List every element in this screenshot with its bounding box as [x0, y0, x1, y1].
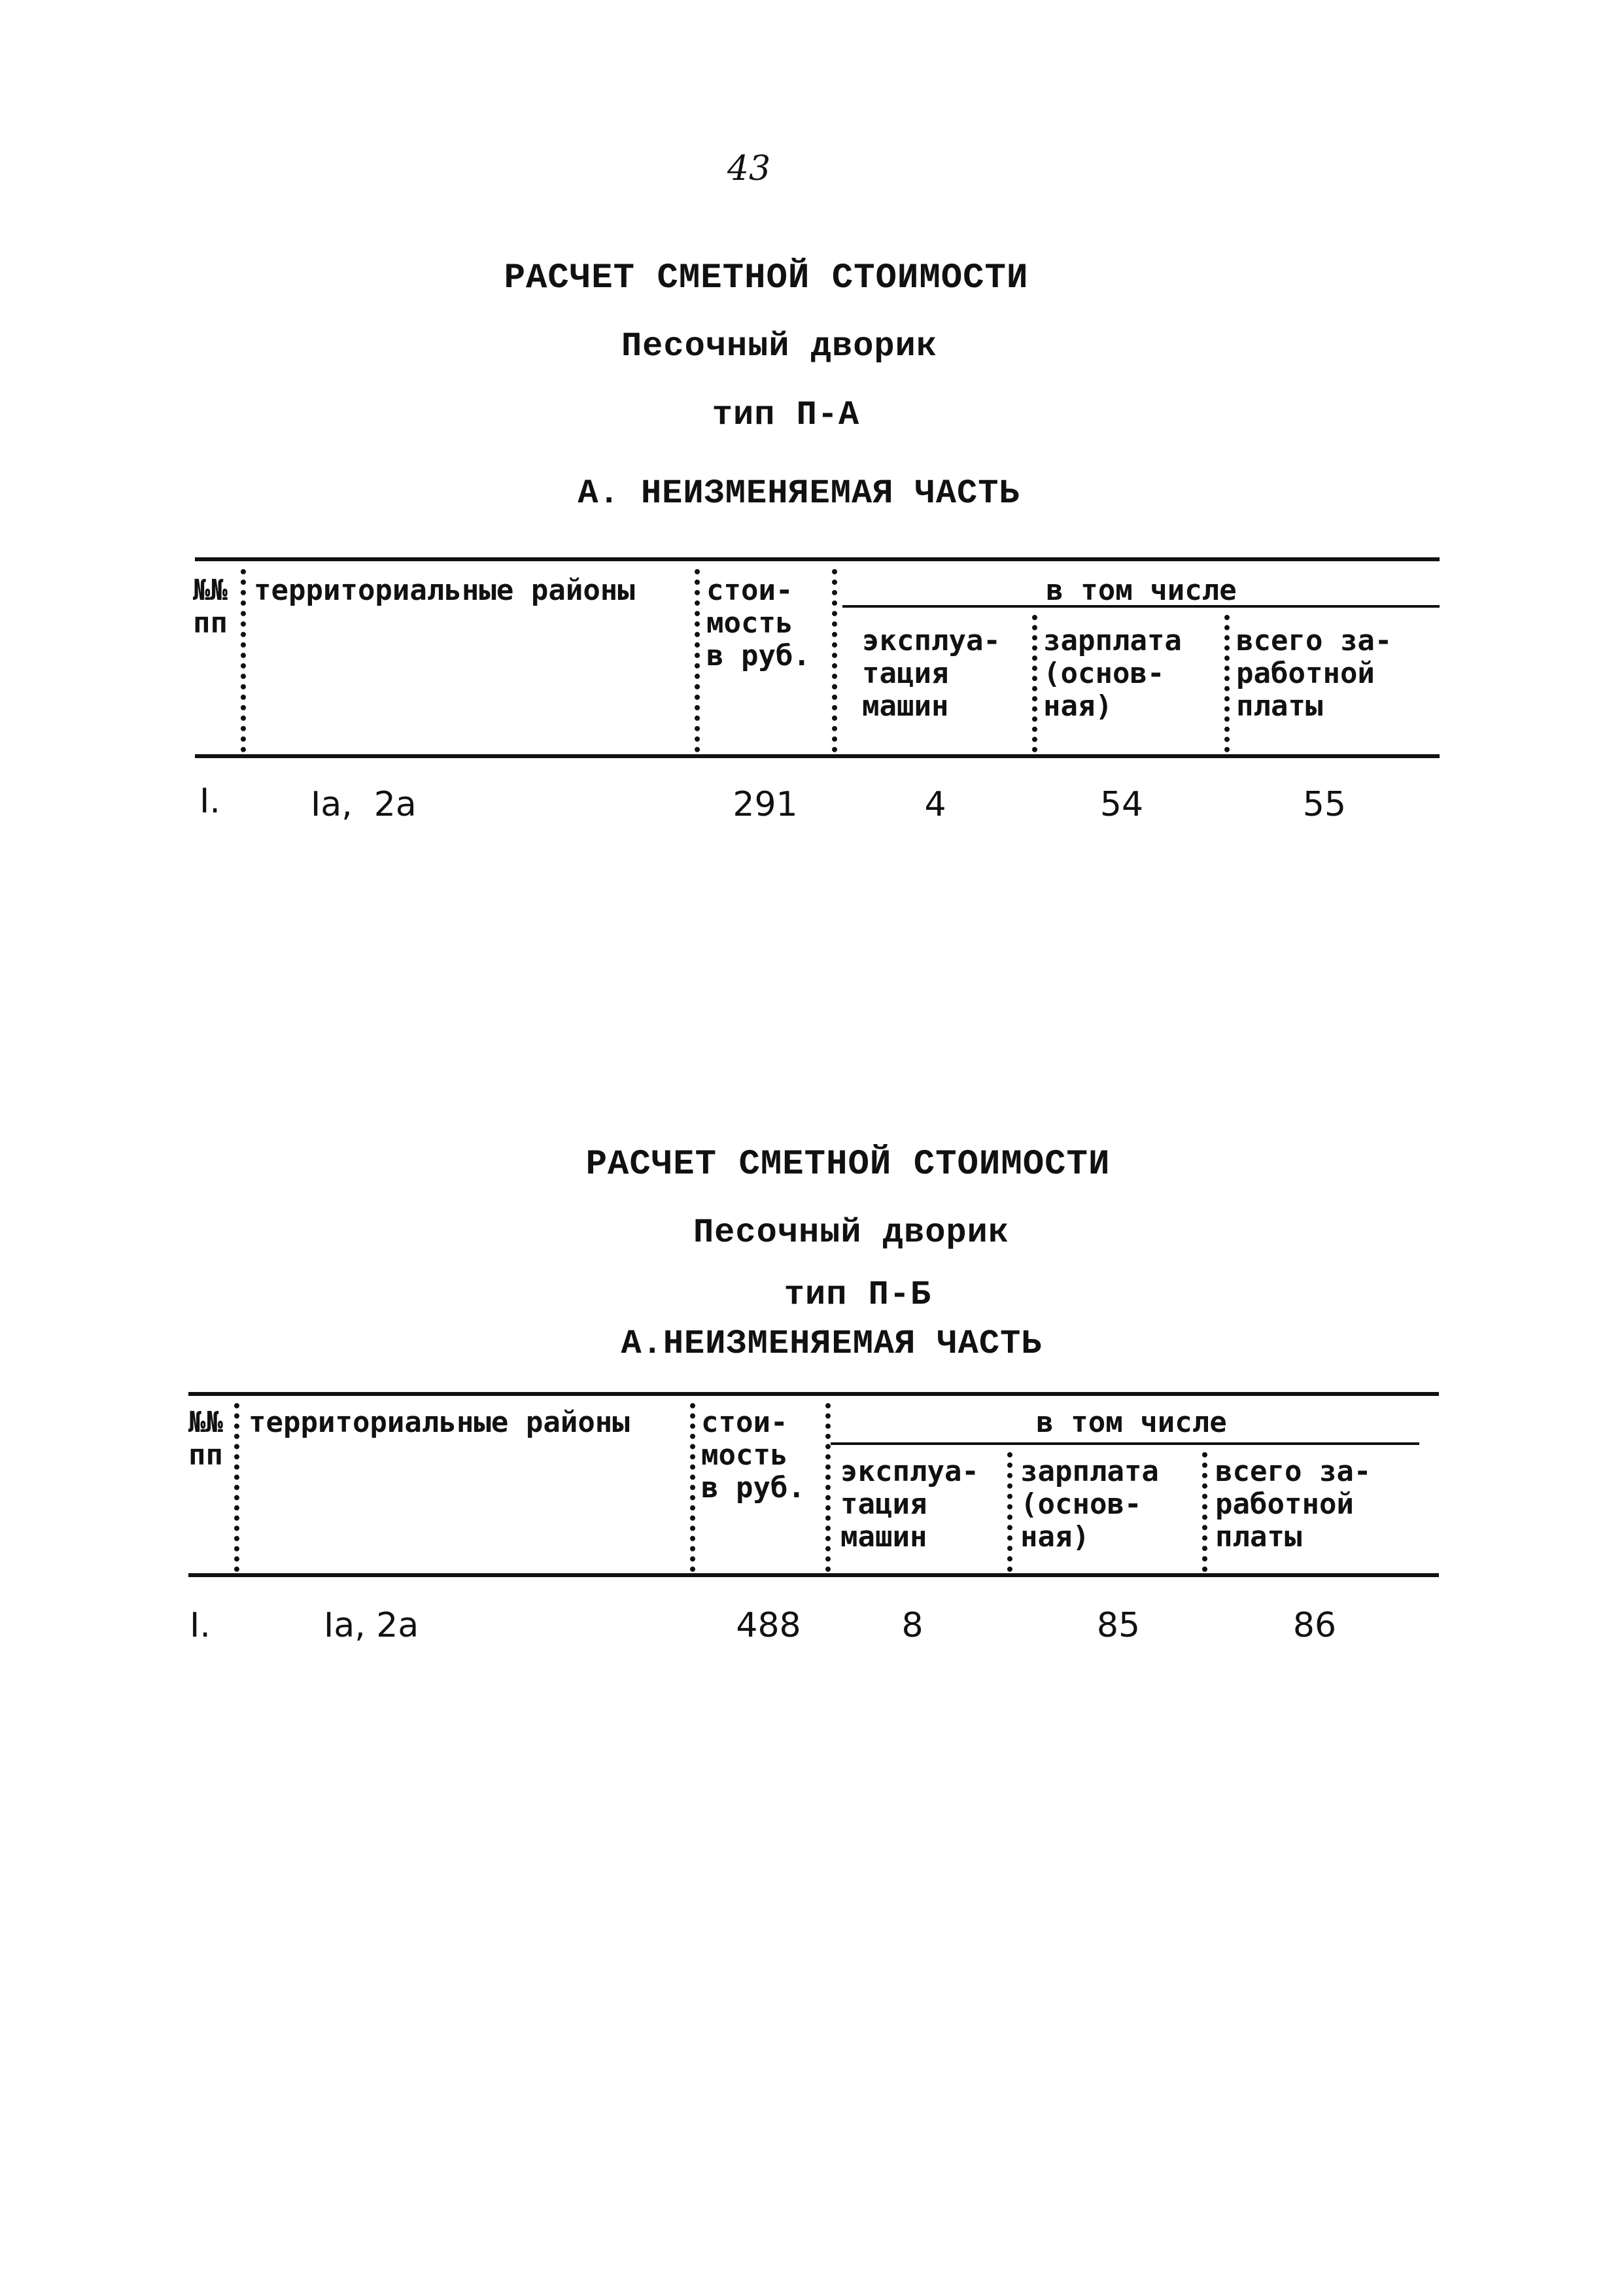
- page-number: 43: [727, 149, 771, 188]
- row-salary: 85: [1096, 1606, 1141, 1645]
- column-divider: [1202, 1452, 1207, 1572]
- row-num: I.: [190, 1606, 211, 1645]
- row-salary: 54: [1099, 785, 1144, 824]
- header-group: в том числе: [1046, 574, 1237, 607]
- section-1-subtitle: Песочный дворик: [621, 327, 938, 366]
- section-1-type: тип П-А: [712, 396, 860, 434]
- row-machines: 4: [924, 785, 946, 824]
- column-divider: [1032, 615, 1037, 752]
- row-machines: 8: [901, 1606, 924, 1645]
- header-regions: территориальные районы: [249, 1406, 630, 1439]
- row-cost: 488: [736, 1606, 801, 1645]
- section-2-title: РАСЧЕТ СМЕТНОЙ СТОИМОСТИ: [585, 1145, 1111, 1185]
- table-top-rule: [188, 1392, 1439, 1396]
- row-num: I.: [199, 782, 220, 821]
- section-1-title: РАСЧЕТ СМЕТНОЙ СТОИМОСТИ: [504, 258, 1029, 298]
- header-machines: эксплуа- тация машин: [840, 1455, 979, 1554]
- header-cost: стои- мость в руб.: [706, 574, 810, 672]
- section-1-part: А. НЕИЗМЕНЯЕМАЯ ЧАСТЬ: [578, 474, 1020, 513]
- header-num: №№ пп: [193, 574, 228, 640]
- header-group: в том числе: [1036, 1406, 1227, 1439]
- header-salary: зарплата (основ- ная): [1020, 1455, 1159, 1554]
- row-total-salary: 55: [1302, 785, 1347, 824]
- header-salary: зарплата (основ- ная): [1043, 624, 1182, 723]
- header-total-salary: всего за- работной платы: [1215, 1455, 1372, 1554]
- section-2-part: А.НЕИЗМЕНЯЕМАЯ ЧАСТЬ: [621, 1325, 1043, 1363]
- row-regions: Iа, 2а: [311, 785, 417, 824]
- row-regions: Iа, 2а: [324, 1606, 419, 1645]
- table-top-rule: [195, 557, 1440, 561]
- header-regions: территориальные районы: [254, 574, 635, 607]
- section-2-type: тип П-Б: [784, 1276, 932, 1314]
- column-divider: [1224, 615, 1230, 752]
- header-total-salary: всего за- работной платы: [1236, 624, 1392, 723]
- header-bottom-rule: [188, 1573, 1439, 1577]
- group-rule: [831, 1442, 1419, 1445]
- row-total-salary: 86: [1292, 1606, 1337, 1645]
- section-2-subtitle: Песочный дворик: [693, 1213, 1010, 1252]
- column-divider: [1007, 1452, 1012, 1572]
- row-cost: 291: [733, 785, 798, 824]
- header-cost: стои- мость в руб.: [701, 1406, 805, 1505]
- header-num: №№ пп: [188, 1406, 223, 1472]
- header-bottom-rule: [195, 754, 1440, 758]
- header-machines: эксплуа- тация машин: [862, 624, 1001, 723]
